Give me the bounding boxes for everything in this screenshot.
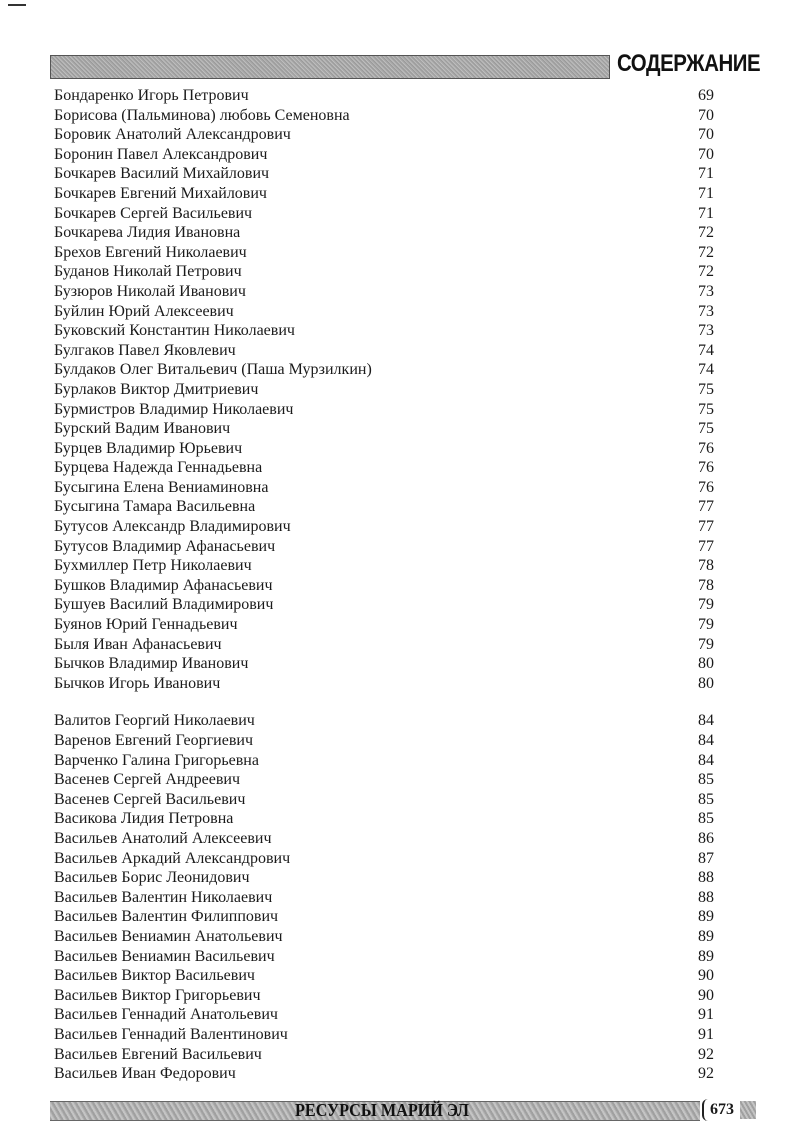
entry-name: Бузюров Николай Иванович [54, 282, 246, 300]
entry-page-number: 74 [698, 361, 714, 379]
entry-name: Бушков Владимир Афанасьевич [54, 576, 273, 594]
entry-page-number: 86 [698, 829, 714, 847]
entry-page-number: 75 [698, 380, 714, 398]
entry-page-number: 77 [698, 498, 714, 516]
toc-entry [54, 262, 714, 282]
entry-name: Васильев Валентин Филиппович [54, 908, 279, 926]
entry-page-number: 92 [698, 1045, 714, 1063]
entry-name: Бусыгина Елена Вениаминовна [54, 478, 269, 496]
entry-page-number: 89 [698, 947, 714, 965]
toc-entry [54, 204, 714, 224]
entry-name: Быля Иван Афанасьевич [54, 635, 222, 653]
footer-bar-tail [740, 1101, 756, 1119]
entry-name: Бурмистров Владимир Николаевич [54, 400, 294, 418]
entry-page-number: 77 [698, 537, 714, 555]
toc-section-b [54, 86, 714, 693]
entry-page-number: 80 [698, 655, 714, 673]
entry-page-number: 80 [698, 674, 714, 692]
entry-name: Васильев Геннадий Валентинович [54, 1025, 288, 1043]
entry-page-number: 79 [698, 635, 714, 653]
entry-name: Васикова Лидия Петровна [54, 810, 234, 828]
toc-entry [54, 400, 714, 420]
toc-entry [54, 907, 714, 927]
toc-entry [54, 1045, 714, 1065]
page-title: СОДЕРЖАНИЕ [617, 50, 761, 77]
entry-name: Васильев Вениамин Анатольевич [54, 927, 283, 945]
table-of-contents [54, 86, 714, 1084]
entry-page-number: 76 [698, 459, 714, 477]
entry-name: Васильев Евгений Васильевич [54, 1045, 262, 1063]
toc-entry [54, 184, 714, 204]
entry-page-number: 72 [698, 224, 714, 242]
entry-page-number: 71 [698, 165, 714, 183]
entry-name: Бычков Владимир Иванович [54, 655, 249, 673]
entry-name: Васильев Аркадий Александрович [54, 849, 291, 867]
entry-page-number: 70 [698, 126, 714, 144]
toc-entry [54, 751, 714, 771]
toc-entry [54, 849, 714, 869]
toc-entry [54, 576, 714, 596]
page-footer [50, 1099, 760, 1121]
header-decorative-bar [50, 55, 610, 79]
toc-section-v [54, 711, 714, 1083]
scan-corner-mark [8, 4, 26, 6]
entry-page-number: 88 [698, 888, 714, 906]
entry-page-number: 73 [698, 302, 714, 320]
entry-page-number: 70 [698, 106, 714, 124]
toc-entry [54, 419, 714, 439]
entry-page-number: 77 [698, 518, 714, 536]
entry-page-number: 78 [698, 576, 714, 594]
entry-name: Бурский Вадим Иванович [54, 420, 231, 438]
entry-name: Булдаков Олег Витальевич (Паша Мурзилкин) [54, 361, 372, 379]
page-header [50, 52, 760, 80]
entry-page-number: 84 [698, 712, 714, 730]
entry-name: Бутусов Александр Владимирович [54, 518, 291, 536]
toc-entry [54, 868, 714, 888]
toc-entry [54, 556, 714, 576]
entry-name: Боронин Павел Александрович [54, 145, 268, 163]
entry-page-number: 73 [698, 322, 714, 340]
toc-entry [54, 439, 714, 459]
entry-name: Буйлин Юрий Алексеевич [54, 302, 234, 320]
entry-page-number: 92 [698, 1065, 714, 1083]
toc-entry [54, 302, 714, 322]
entry-name: Булгаков Павел Яковлевич [54, 341, 236, 359]
entry-name: Варенов Евгений Георгиевич [54, 732, 253, 749]
entry-name: Бурлаков Виктор Дмитриевич [54, 380, 259, 398]
entry-page-number: 85 [698, 790, 714, 808]
toc-entry [54, 86, 714, 106]
entry-name: Буданов Николай Петрович [54, 263, 242, 281]
entry-page-number: 71 [698, 184, 714, 202]
toc-entry [54, 731, 714, 751]
entry-page-number: 88 [698, 869, 714, 887]
entry-name: Буянов Юрий Геннадьевич [54, 616, 238, 634]
entry-page-number: 79 [698, 596, 714, 614]
entry-page-number: 72 [698, 263, 714, 281]
entry-name: Васенев Сергей Андреевич [54, 771, 240, 789]
toc-entry [54, 770, 714, 790]
toc-entry [54, 615, 714, 635]
toc-entry [54, 360, 714, 380]
toc-entry [54, 341, 714, 361]
entry-page-number: 84 [698, 732, 714, 749]
toc-entry [54, 1064, 714, 1084]
toc-entry [54, 380, 714, 400]
entry-page-number: 75 [698, 420, 714, 438]
entry-name: Васильев Вениамин Васильевич [54, 947, 275, 965]
entry-page-number: 69 [698, 87, 714, 104]
entry-name: Бычков Игорь Иванович [54, 674, 221, 692]
toc-entry [54, 537, 714, 557]
toc-entry [54, 223, 714, 243]
entry-name: Васильев Геннадий Анатольевич [54, 1006, 278, 1024]
toc-entry [54, 321, 714, 341]
entry-name: Васильев Иван Федорович [54, 1065, 236, 1083]
entry-page-number: 73 [698, 282, 714, 300]
entry-name: Васенев Сергей Васильевич [54, 790, 246, 808]
entry-name: Брехов Евгений Николаевич [54, 243, 247, 261]
toc-entry [54, 458, 714, 478]
toc-entry [54, 282, 714, 302]
toc-entry [54, 654, 714, 674]
entry-page-number: 90 [698, 986, 714, 1004]
toc-entry [54, 478, 714, 498]
toc-entry [54, 711, 714, 731]
entry-page-number: 91 [698, 1006, 714, 1024]
entry-name: Бочкарев Василий Михайлович [54, 165, 270, 183]
entry-name: Бочкарева Лидия Ивановна [54, 224, 241, 242]
entry-name: Борисова (Пальминова) любовь Семеновна [54, 106, 350, 124]
entry-page-number: 85 [698, 810, 714, 828]
toc-entry [54, 829, 714, 849]
entry-page-number: 90 [698, 967, 714, 985]
footer-title: РЕСУРСЫ МАРИЙ ЭЛ [295, 1100, 470, 1120]
entry-name: Васильев Виктор Григорьевич [54, 986, 261, 1004]
toc-entry [54, 674, 714, 694]
section-gap [54, 693, 714, 711]
entry-page-number: 71 [698, 204, 714, 222]
entry-page-number: 85 [698, 771, 714, 789]
toc-entry [54, 517, 714, 537]
entry-name: Васильев Борис Леонидович [54, 869, 250, 887]
toc-entry [54, 947, 714, 967]
entry-name: Бурцева Надежда Геннадьевна [54, 459, 263, 477]
entry-page-number: 91 [698, 1025, 714, 1043]
entry-name: Бочкарев Сергей Васильевич [54, 204, 253, 222]
entry-name: Васильев Виктор Васильевич [54, 967, 255, 985]
entry-page-number: 87 [698, 849, 714, 867]
entry-name: Васильев Валентин Николаевич [54, 888, 273, 906]
toc-entry [54, 790, 714, 810]
entry-name: Бочкарев Евгений Михайлович [54, 184, 267, 202]
entry-page-number: 84 [698, 751, 714, 769]
toc-entry [54, 986, 714, 1006]
entry-page-number: 72 [698, 243, 714, 261]
entry-page-number: 79 [698, 616, 714, 634]
page-number: 673 [702, 1099, 740, 1121]
toc-entry [54, 966, 714, 986]
entry-page-number: 70 [698, 145, 714, 163]
entry-name: Бурцев Владимир Юрьевич [54, 439, 243, 457]
toc-entry [54, 809, 714, 829]
entry-page-number: 76 [698, 478, 714, 496]
toc-entry [54, 595, 714, 615]
toc-entry [54, 888, 714, 908]
entry-name: Бутусов Владимир Афанасьевич [54, 537, 276, 555]
toc-entry [54, 927, 714, 947]
toc-entry [54, 1005, 714, 1025]
entry-page-number: 89 [698, 927, 714, 945]
entry-page-number: 89 [698, 908, 714, 926]
toc-entry [54, 497, 714, 517]
toc-entry [54, 106, 714, 126]
entry-name: Боровик Анатолий Александрович [54, 126, 291, 144]
entry-name: Васильев Анатолий Алексеевич [54, 829, 272, 847]
entry-page-number: 75 [698, 400, 714, 418]
entry-page-number: 76 [698, 439, 714, 457]
entry-name: Бухмиллер Петр Николаевич [54, 557, 252, 575]
entry-page-number: 74 [698, 341, 714, 359]
entry-name: Варченко Галина Григорьевна [54, 751, 259, 769]
entry-name: Буковский Константин Николаевич [54, 322, 295, 340]
toc-entry [54, 125, 714, 145]
entry-page-number: 78 [698, 557, 714, 575]
toc-entry [54, 1025, 714, 1045]
toc-entry [54, 164, 714, 184]
entry-name: Бусыгина Тамара Васильевна [54, 498, 256, 516]
entry-name: Валитов Георгий Николаевич [54, 712, 255, 730]
entry-name: Бондаренко Игорь Петрович [54, 87, 249, 104]
toc-entry [54, 145, 714, 165]
toc-entry [54, 635, 714, 655]
entry-name: Бушуев Василий Владимирович [54, 596, 274, 614]
toc-entry [54, 243, 714, 263]
